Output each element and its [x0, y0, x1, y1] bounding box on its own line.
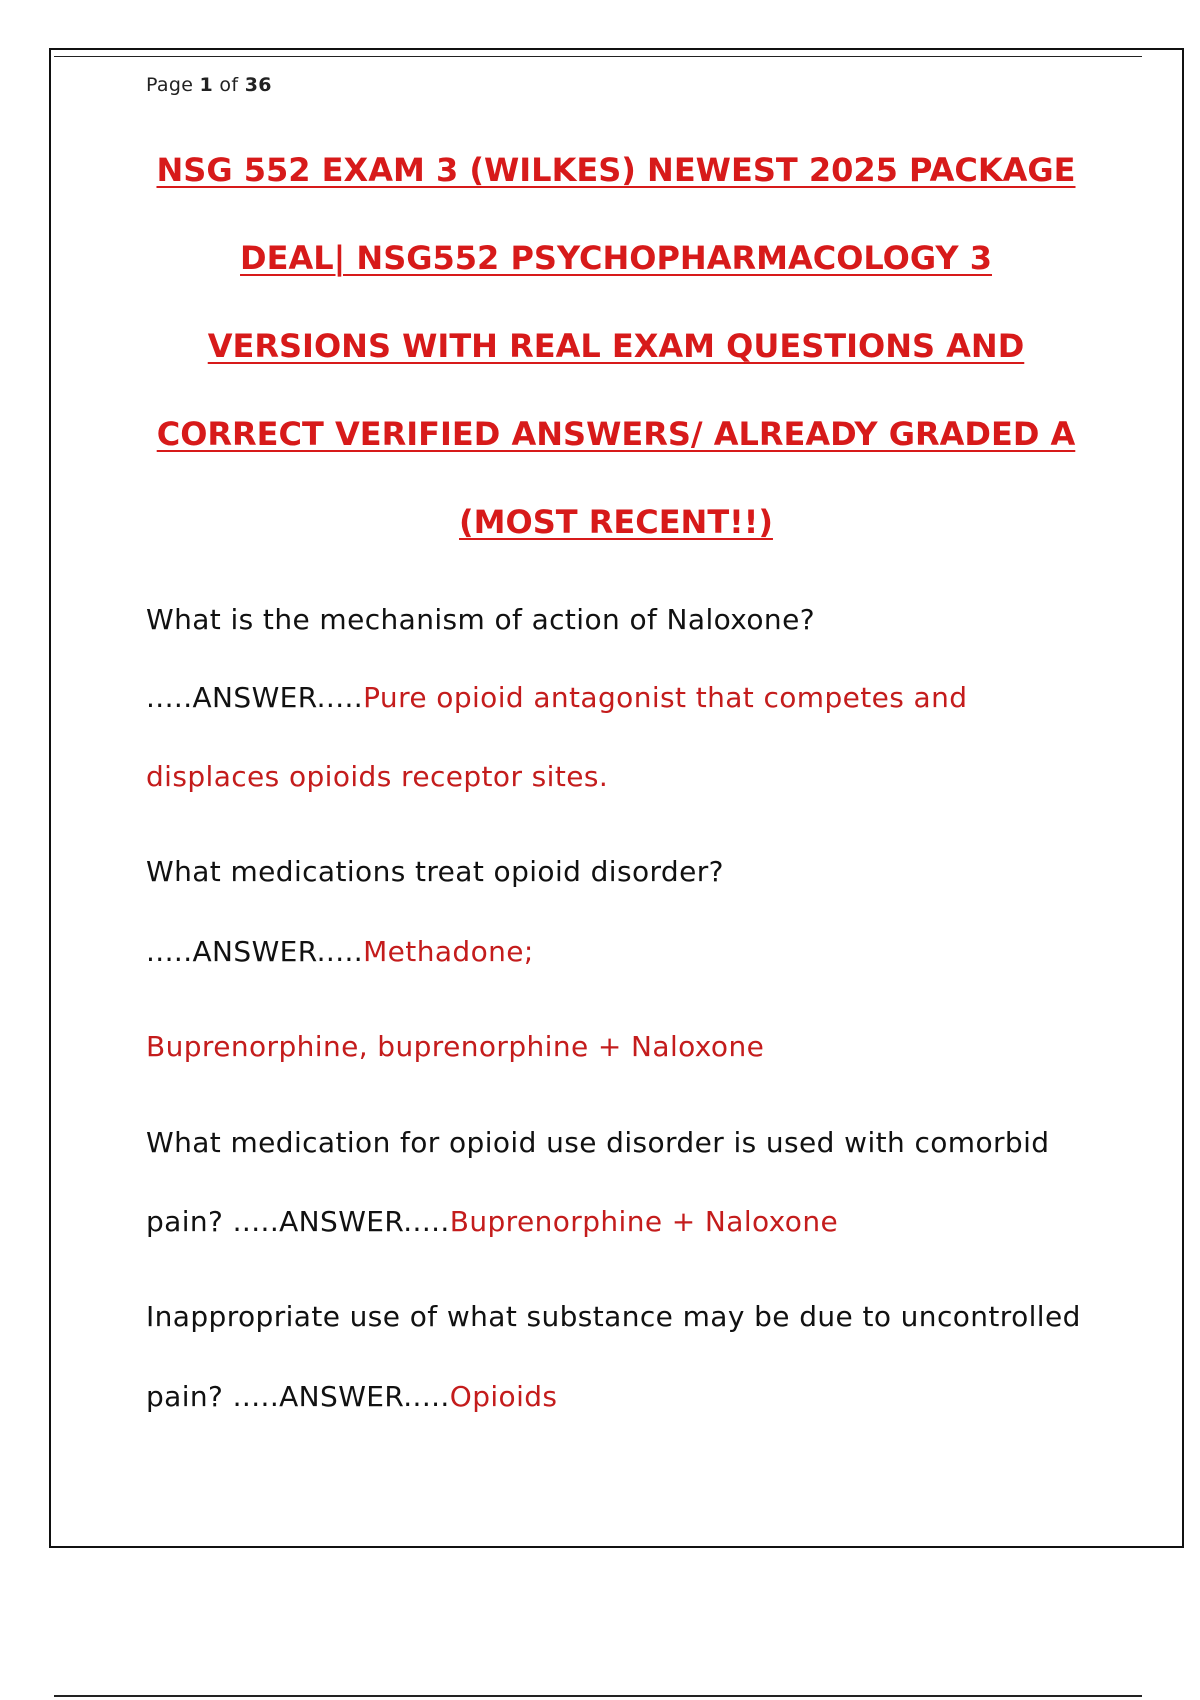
answer-1-line-2: displaces opioids receptor sites.	[146, 760, 609, 793]
title-line-4: CORRECT VERIFIED ANSWERS/ ALREADY GRADED A	[156, 415, 1076, 453]
answer-marker: .....ANSWER.....	[146, 681, 364, 714]
answer-marker: .....ANSWER.....	[232, 1205, 450, 1238]
bottom-rule	[54, 1695, 1142, 1697]
page-of-label: of	[219, 74, 239, 96]
question-3-line-1: What medication for opioid use disorder is used with comorbid	[146, 1126, 1050, 1159]
question-1	[146, 603, 815, 636]
answer-marker: .....ANSWER.....	[146, 935, 364, 968]
question-text: What medications treat opioid disorder?	[146, 855, 724, 888]
question-text: What is the mechanism of action of Naloxone?	[146, 603, 815, 636]
question-3-line-2	[146, 1205, 838, 1238]
title-line-3: VERSIONS WITH REAL EXAM QUESTIONS AND	[207, 327, 1025, 365]
document-title	[120, 140, 1112, 580]
answer-2-line-2: Buprenorphine, buprenorphine + Naloxone	[146, 1030, 765, 1063]
title-line-2: DEAL| NSG552 PSYCHOPHARMACOLOGY 3	[240, 239, 992, 277]
answer-2-line-1	[146, 935, 534, 968]
question-4-line-1: Inappropriate use of what substance may be due to uncontrolled	[146, 1300, 1081, 1333]
page-counter-prefix: Page	[146, 74, 194, 96]
answer-marker: .....ANSWER.....	[232, 1380, 450, 1413]
question-text: pain?	[146, 1380, 233, 1413]
answer-text: Pure opioid antagonist that competes and	[363, 681, 968, 714]
title-line-1: NSG 552 EXAM 3 (WILKES) NEWEST 2025 PACKAGE	[156, 151, 1076, 189]
page-current: 1	[199, 74, 214, 96]
answer-text: Methadone;	[363, 935, 534, 968]
title-line-5: (MOST RECENT!!)	[459, 503, 773, 541]
question-4-line-2	[146, 1380, 557, 1413]
answer-1-line-1	[146, 681, 967, 714]
answer-text: Opioids	[449, 1380, 558, 1413]
page-counter	[146, 74, 272, 96]
question-2	[146, 855, 724, 888]
answer-text: Buprenorphine + Naloxone	[449, 1205, 839, 1238]
page-total: 36	[244, 74, 272, 96]
question-text: pain?	[146, 1205, 233, 1238]
top-rule	[54, 56, 1142, 57]
